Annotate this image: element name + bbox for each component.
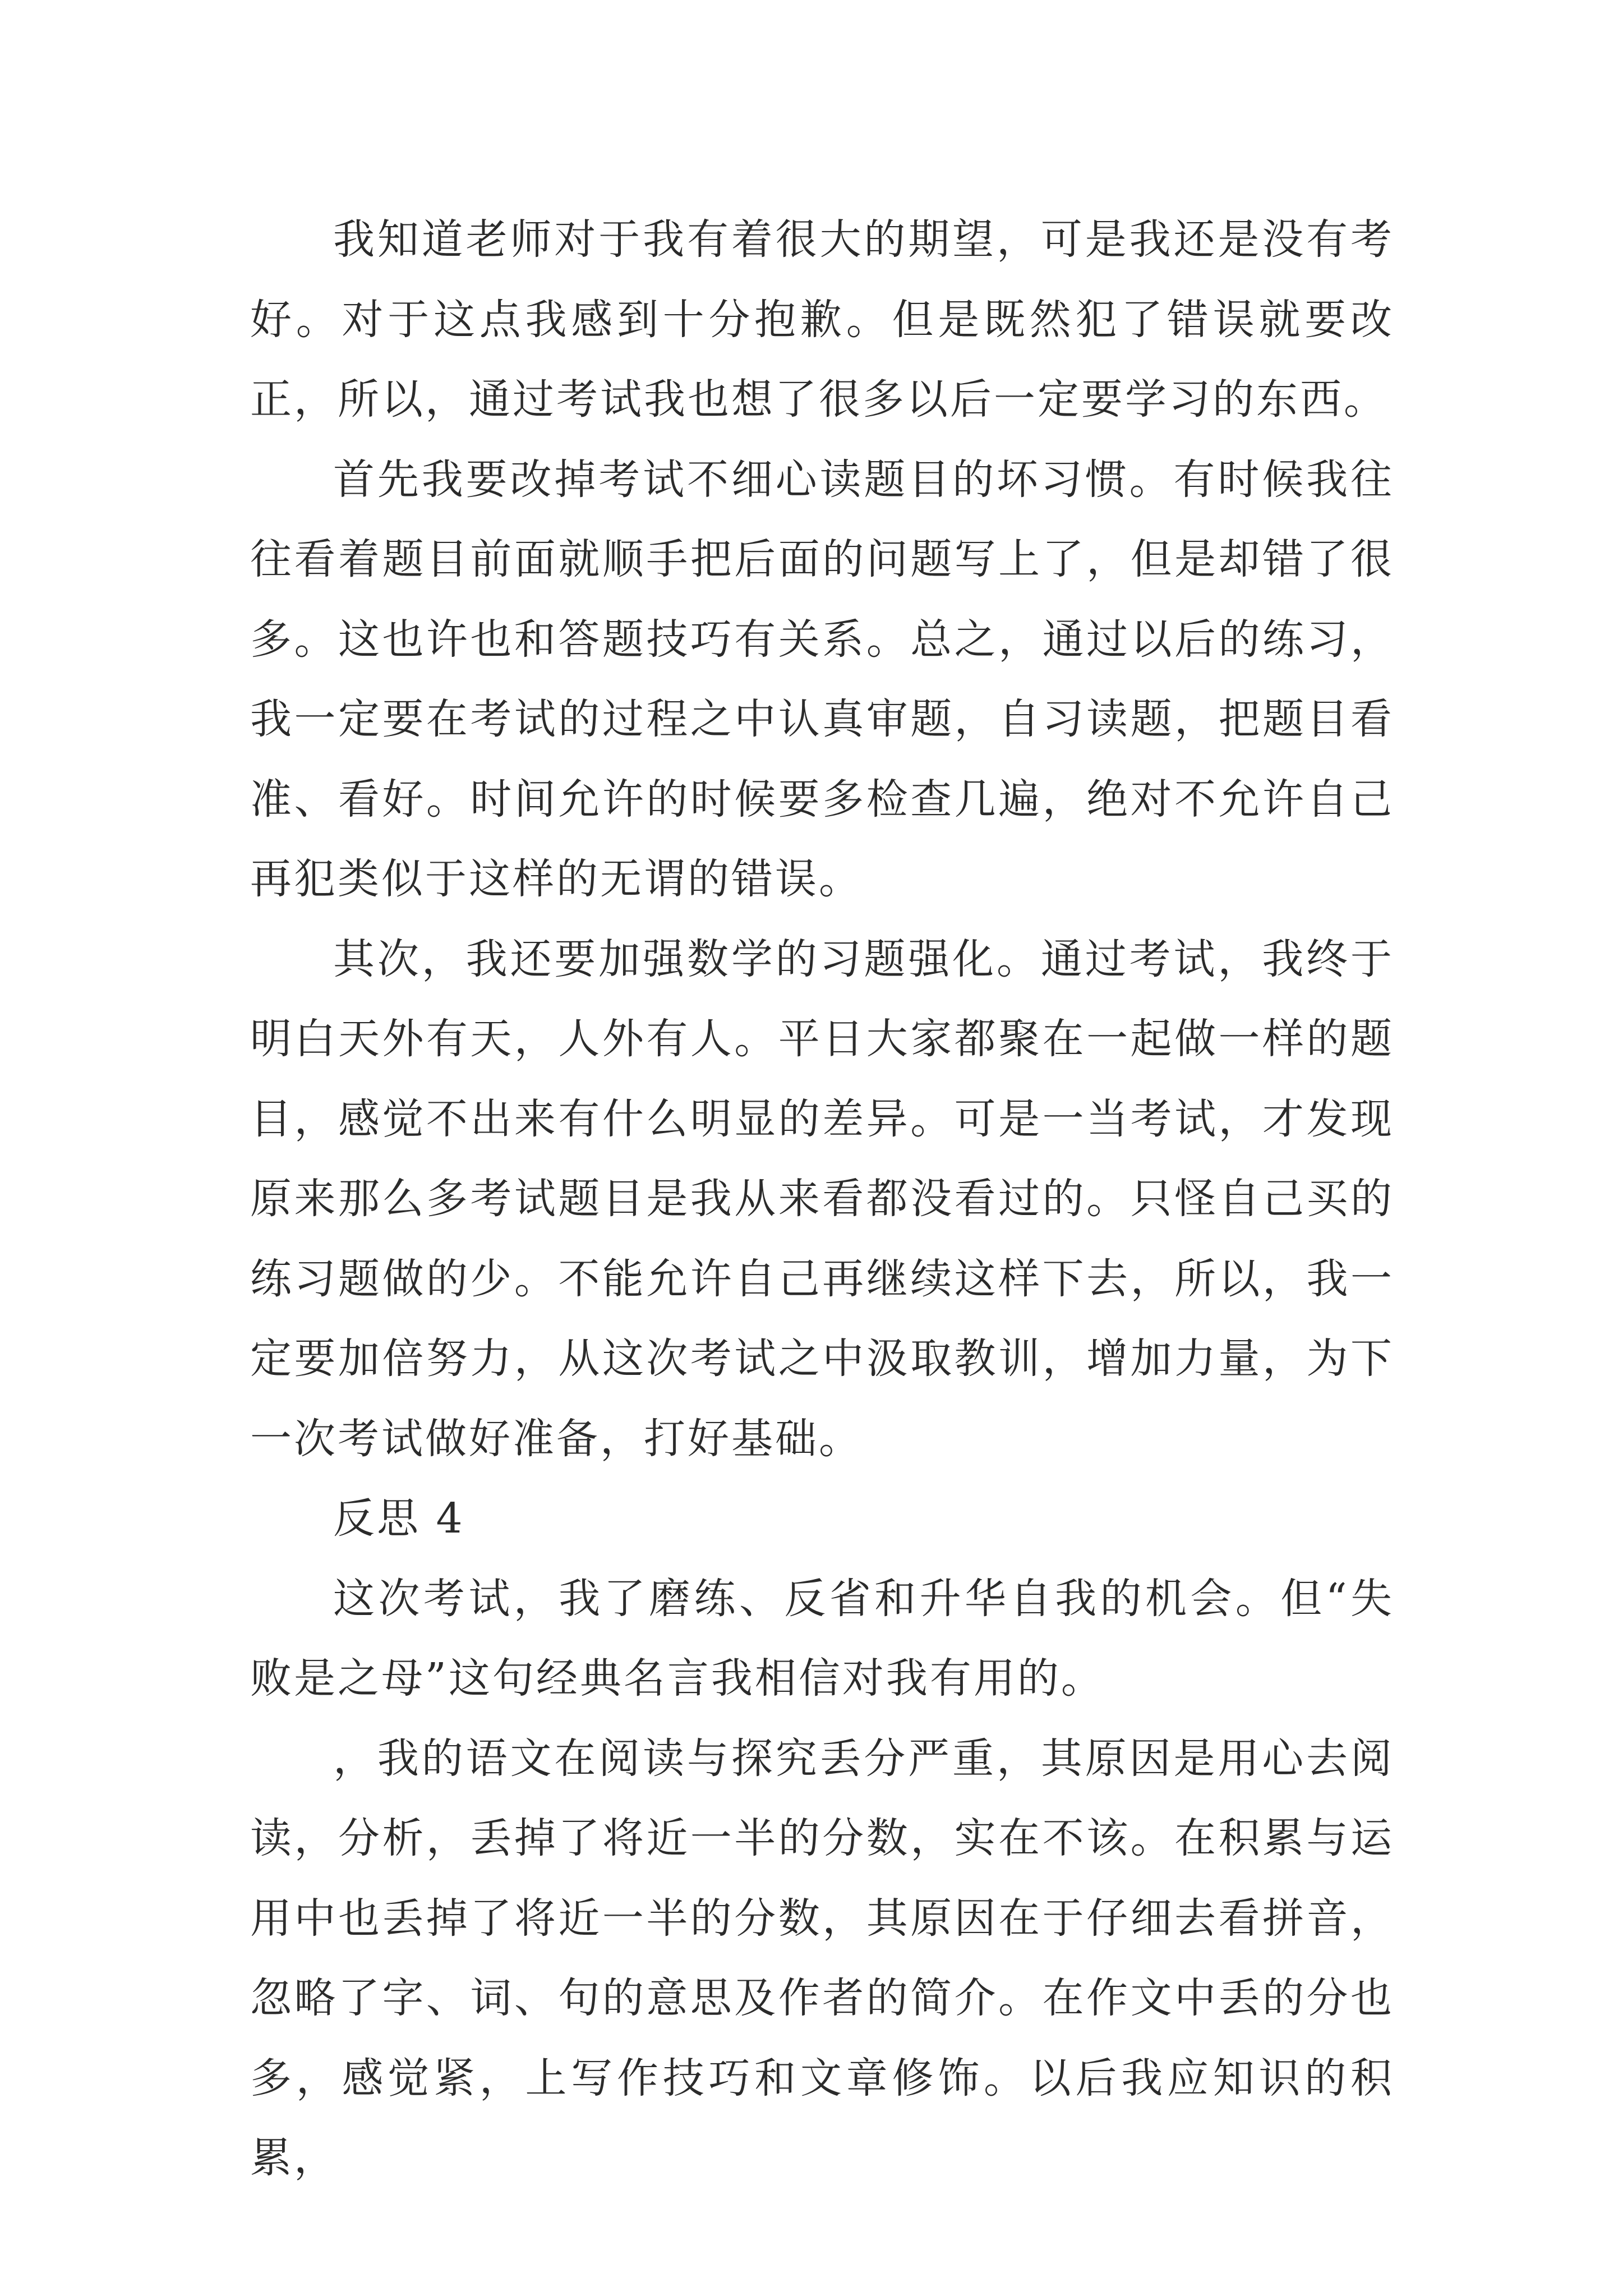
paragraph-math-practice: 其次，我还要加强数学的习题强化。通过考试，我终于明白天外有天，人外有人。平日大家都聚在一起做一样的题目，感觉不出来有什么明显的差异。可是一当考试，才发现原来那么多考试题目是我从来看都没看过的。只怪自己买的练习题做的少。不能允许自己再继续这样下去，所以，我一定要加倍努力，从这次考试之中汲取教训，增加力量，为下一次考试做好准备，打好基础。 bbox=[250, 935, 1394, 1463]
paragraph-exam-opportunity: 这次考试，我了磨练、反省和升华自我的机会。但“失败是之母”这句经典名言我相信对我有用的。 bbox=[250, 1574, 1394, 1703]
paragraph-careful-reading: 首先我要改掉考试不细心读题目的坏习惯。有时候我往往看着题目前面就顺手把后面的问题写上了，但是却错了很多。这也许也和答题技巧有关系。总之，通过以后的练习，我一定要在考试的过程之中认真审题，自习读题，把题目看准、看好。时间允许的时候要多检查几遍，绝对不允许自己再犯类似于这样的无谓的错误。 bbox=[250, 455, 1394, 903]
paragraph-chinese-analysis: ，我的语文在阅读与探究丢分严重，其原因是用心去阅读，分析，丢掉了将近一半的分数，实在不该。在积累与运用中也丢掉了将近一半的分数，其原因在于仔细去看拼音，忽略了字、词、句的意思及作者的简介。在作文中丢的分也多，感觉紧，上写作技巧和文章修饰。以后我应知识的积累， bbox=[250, 1734, 1394, 2182]
document-body bbox=[250, 200, 1394, 2198]
paragraph-expectation: 我知道老师对于我有着很大的期望，可是我还是没有考好。对于这点我感到十分抱歉。但是既然犯了错误就要改正，所以，通过考试我也想了很多以后一定要学习的东西。 bbox=[250, 215, 1394, 424]
section-heading-reflection-4: 反思 4 bbox=[333, 1494, 465, 1543]
